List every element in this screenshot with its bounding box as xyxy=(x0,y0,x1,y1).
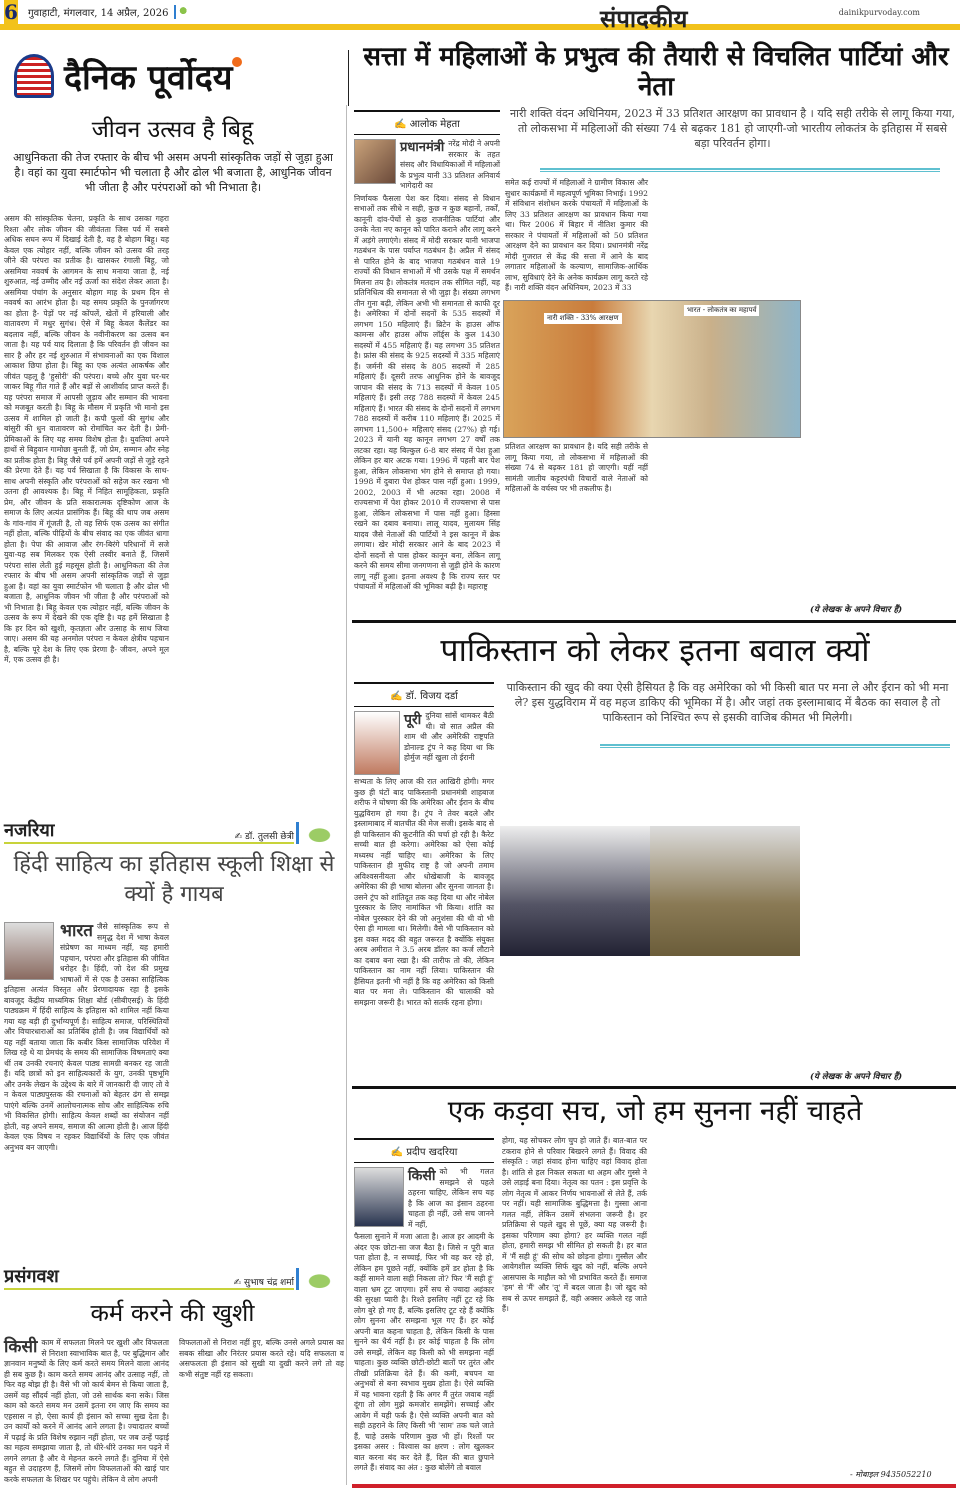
author-name: सुभाष चंद्र शर्मा xyxy=(244,1278,294,1288)
prasangvash-headline: कर्म करने की खुशी xyxy=(90,1299,255,1327)
women-body-col-2-top xyxy=(505,178,648,296)
page-number: 6 xyxy=(4,0,18,24)
lede-word: प्रधानमंत्री xyxy=(400,140,445,155)
pakistan-body-col-2-top xyxy=(502,752,647,822)
pakistan-body-col-4 xyxy=(808,752,956,1066)
najariya-body-col-1 xyxy=(4,922,169,1260)
website: dainikpurvoday.com xyxy=(838,8,920,17)
najariya-bar xyxy=(4,822,294,844)
pakistan-body-col-2-bottom xyxy=(502,960,647,1068)
women-body-col-4 xyxy=(808,178,956,600)
women-col-1 xyxy=(354,110,500,600)
truth-body: फैसला सुनाने में मजा आता है। आज हर आदमी के अंदर एक छोटा-सा जज बैठा है। जिसे न पूरी बात पता होता है, न सच्चाई, फिर भी वह कर रहे हो, लेकिन हम पूछते नहीं, क्योंकि हमें डर होता है कि कहीं सामने वाला सही निकला तो? फिर 'मैं सही हूं' वाला भ्रम टूट जाएगा। हमें सच से ज्यादा अहंकार की सुरक्षा प्यारी है। रिश्ते इसलिए नहीं टूट रहे कि लोग बुरे हो गए हैं, बल्कि इसलिए टूट रहे हैं क्योंकि लोग सुनना और समझना भूल गए हैं। हर कोई अपनी बात कहना चाहता है, लेकिन किसी के पास सुनने का धैर्य नहीं है। हर कोई चाहता है कि लोग उसे समझें, लेकिन वह किसी को भी समझना नहीं चाहता। कुछ व्यक्ति छोटी-छोटी बातों पर तुरंत और तीखी प्रतिक्रिया देते हैं। की कमी, बचपन या अनुभवों से बना स्वभाव मुख्य होता है। ऐसे व्यक्ति में यह भावना रहती है कि अगर मैं तुरंत जवाब नहीं दूंगा तो लोग मुझे कमजोर समझेंगे। सच्चाई और आवेग में यही फर्क है। ऐसे व्यक्ति अपनी बात को सही ठहराने के लिए किसी भी 'साम' तक चले जाते हैं, चाहे उसके परिणाम कुछ भी हों। रिश्तों पर इसका असर : विश्वास का क्षरण : लोग खुलकर बात करना बंद कर देते हैं, दिल की बात छुपाने लगते हैं। संवाद का अंत : कुछ बोलेंगे तो बवाल xyxy=(354,1232,494,1472)
pakistan-body-col-3-bottom xyxy=(655,960,800,1068)
image-caption: भारत - लोकतंत्र का महापर्व xyxy=(684,305,759,316)
women-illustration xyxy=(503,300,801,438)
women-body-col-2-bottom xyxy=(505,442,648,600)
women-body-col-3-bottom xyxy=(656,442,799,600)
pakistan-body-col-3-top xyxy=(655,752,800,822)
divider xyxy=(540,168,940,172)
najariya-body: जैसे सांस्कृतिक रूप से समृद्ध देश में भाषा केवल संप्रेषण का माध्यम नहीं, यह हमारी पहचान, परंपरा और इतिहास की जीवित धरोहर है। हिंदी, जो देश की प्रमुख भाषाओं में से एक है उसका साहित्यिक इतिहास अत्यंत विस्तृत और प्रेरणादायक रहा है इसके बावजूद केंद्रीय माध्यमिक शिक्षा बोर्ड (सीबीएसई) के हिंदी पाठ्यक्रम में हिंदी साहित्य के इतिहास को शामिल नहीं किया गया यह बड़ी ही दुर्भाग्यपूर्ण है। साहित्य समाज, परिस्थितियों और विचारधाराओं का प्रतिबिंब होती है। जब विद्यार्थियों को यह नहीं बताया जाता कि कबीर किस सामाजिक परिवेश में लिख रहे थे या प्रेमचंद के समय की सामाजिक विषमताएं क्या थीं तब उनकी रचनाएं केवल पाठ्य सामग्री बनकर रह जाती हैं। यदि छात्रों को इन साहित्यकारों के युग, उनकी पृष्ठभूमि और उनके लेखन के उद्देश्य के बारे में जानकारी दी जाए तो वे न केवल पाठ्यपुस्तक की रचनाओं को बेहतर ढंग से समझ पाएंगे बल्कि उनमें आलोचनात्मक सोच और साहित्यिक रुचि भी विकसित होगी। साहित्य केवल शब्दों का संयोजन नहीं होती, वह अपने समय, समाज की आत्मा होती है। आज हिंदी केवल एक विषय न रहकर विद्यार्थियों के लिए एक जीवंत अनुभव बन जाएगी। xyxy=(4,922,169,1152)
truth-headline: एक कड़वा सच, जो हम सुनना नहीं चाहते xyxy=(447,1094,863,1127)
author-name: डॉ. विजय दर्डा xyxy=(405,691,458,702)
prasangvash-bar xyxy=(4,1268,294,1290)
divider xyxy=(600,744,950,748)
truth-body-col-2 xyxy=(502,1136,647,1478)
politician-photo xyxy=(500,826,650,956)
prasangvash-body: काम में सफलता मिलने पर खुशी और विफलता से निराशा स्वाभाविक बात है, पर बुद्धिमान और ज्ञानवान मनुष्यों के लिए कर्म करते समय मिलने वाला आनंद ही सब कुछ है। काम करते समय आनंद और उत्साह नहीं, तो फिर वह बोझ ही है। वैसे भी जो कार्य बेमन से किया जाता है, उसमें वह सौंदर्य नहीं होता, जो उसे सार्थक बना सके। जिस काम को करते समय मन उसमें इतना रम जाए कि समय का एहसास न हो, ऐसा कार्य ही इंसान को सच्चा सुख देता है। उन कार्यों को करने में आनंद आने लगता है। ज्यादातर बच्चों में पढ़ाई के प्रति विशेष रुझान नहीं होता, पर जब उन्हें पढ़ाई का महत्व समझाया जाता है, तो धीरे-धीरे उनका मन पढ़ने में लगने लगता है और वे मेहनत करने लगते हैं। दुनिया में ऐसे बहुत से उदाहरण हैं, जिसमें लोग विफलताओं की खाई पार करके सफलता के शिखर पर पहुंचे। लेकिन वे लोग अपनी xyxy=(4,1338,169,1484)
truth-intro: को भी गलत समझने से पहले ठहरना चाहिए, लेकिन सच यह है कि आज का इंसान ठहरना चाहता ही नहीं, उसे सच जानने में नहीं, xyxy=(408,1167,494,1229)
author-photo xyxy=(354,1167,404,1227)
author-photo xyxy=(354,139,396,184)
army-chief-photo xyxy=(650,826,800,956)
women-body-cont: समेत कई राज्यों में महिलाओं ने ग्रामीण विकास और सुधार कार्यक्रमों में महत्वपूर्ण भूमिका निभाई। 1992 में संविधान संशोधन करके पंचायतों में महिलाओं के लिए 33 प्रतिशत आरक्षण का प्रावधान किया गया था। फिर 2006 में बिहार में नीतिश कुमार की सरकार ने पंचायतों में महिलाओं को 50 प्रतिशत आरक्षण देने का प्रावधान कर दिया। प्रधानमंत्री नरेंद्र मोदी गुजरात से केंद्र की सत्ता में आने के बाद लगातार महिलाओं के कल्याण, सामाजिक-आर्थिक लाभ, सुविधाएं देने के अनेक कार्यक्रम लागू करते रहे हैं। नारी शक्ति वंदन अधिनियम, 2023 में 33 xyxy=(505,178,648,292)
truth-body-col-3 xyxy=(655,1136,800,1478)
leaf-icon xyxy=(296,822,340,844)
pakistan-body: सभ्यता के लिए आज की रात आखिरी होगी। मगर कुछ ही घंटों बाद पाकिस्तानी प्रधानमंत्री शाहबाज शरीफ ने घोषणा की कि अमेरिका और ईरान के बीच युद्धविराम हो गया है। ट्रंप ने तेवर बदले और इस्लामाबाद में बातचीत की मेज सजी। इसके बाद से ही पाकिस्तान की कूटनीति की चर्चा हो रही है। कैरेट सच्ची बात ही करेगा। अमेरिका को ऐसा कोई मध्यस्थ नहीं चाहिए था। अमेरिका के लिए पाकिस्तान ही मुफीद राष्ट्र है जो अपनी तमाम अविश्वसनीयता और धोखेबाजी के बावजूद अमेरिका की ही भाषा बोलना और सुनना जानता है। उसने ट्रंप को शांतिदूत तक कह दिया था और नोबेल पुरस्कार के लिए नामांकित भी किया। शांति का नोबेल पुरस्कार देने की जो अनुशंसा की थी वो भी ऐसा ही मामला था। मिलेगी। वैसे भी पाकिस्तान को इस वक्त मदद की बहुत जरूरत है क्योंकि संयुक्त अरब अमीरात ने 3.5 अरब डॉलर का कर्ज लौटाने का दबाव बना रखा है। की तारीफ तो की, लेकिन पाकिस्तान का नाम नहीं लिया। पाकिस्तान की हैसियत इतनी भी नहीं है कि वह अमेरिका को किसी बात पर मना ले। पाकिस्तान की चालाकी को समझना जरूरी है। भारत को सतर्क रहना होगा। xyxy=(354,777,494,1007)
pakistan-byline: ✍ डॉ. विजय दर्डा xyxy=(354,682,494,707)
truth-body-cont: होगा, यह सोचकर लोग चुप हो जाते हैं। बात-बात पर टकराव होने से परिवार बिखरने लगते हैं। विवाद की संस्कृति : जहां संवाद होना चाहिए वहां विवाद होता है। शांति से हल निकल सकता था अहम और गुस्से ने उसे लड़ाई बना दिया। नेतृत्व का पतन : इस प्रवृत्ति के लोग नेतृत्व में आकर निर्णय भावनाओं से लेते हैं, तर्क पर नहीं। यही सामाजिक बुद्धिमत्ता है। गुस्सा आना गलत नहीं, लेकिन उसमें संभलना जरूरी है। हर प्रतिक्रिया से पहले खुद से पूछें, क्या यह जरूरी है। इसका परिणाम क्या होगा? हर व्यक्ति गलत नहीं होता, हमारी समझ भी सीमित हो सकती है। हर बात में 'मैं सही हूं' की सोच को छोड़ना होगा। गुस्सैल और आवेगशील व्यक्ति सिर्फ खुद को नहीं, बल्कि अपने आसपास के माहौल को भी प्रभावित करते हैं। समाज 'हम' से 'मैं' और 'तू' में बदल जाता है। जो खुद को सब से ऊपर समझते हैं, वही अक्सर अकेले रह जाते हैं। xyxy=(502,1136,647,1313)
author-photo xyxy=(4,922,54,980)
lede-word: पूरी xyxy=(404,712,422,728)
prasangvash-body-col-2 xyxy=(179,1338,344,1488)
pakistan-col-1 xyxy=(354,682,494,1068)
author-name: आलोक मेहता xyxy=(409,119,460,130)
women-body-col-3-top xyxy=(656,178,799,296)
pakistan-deck: पाकिस्तान की खुद की क्या ऐसी हैसियत है कि वह अमेरिका को भी किसी बात पर मना ले और ईरान को भी मना ले? इस युद्धविराम में वह महज डाकिए की भूमिका में है। और जहां तक इस्लामाबाद में बैठक का सवाल है तो पाकिस्तान को निश्चित रूप से इसकी वाजिब कीमत भी मिलेगी। xyxy=(506,681,949,724)
bihu-deck: आधुनिकता की तेज रफ्तार के बीच भी असम अपनी सांस्कृतिक जड़ों से जुड़ा हुआ है। वहां का युवा स्मार्टफोन भी चलाता है और ढोल भी बजाता है, आधुनिक जीवन भी जीता है और परंपराओं को भी निभाता है। xyxy=(13,151,333,194)
leaf-icon xyxy=(174,5,188,19)
truth-contact: - मोबाइल 9435052210 xyxy=(850,1470,932,1479)
lede-word: किसी xyxy=(408,1168,436,1184)
najariya-author: ✍ डॉ. तुलसी छेत्री xyxy=(234,832,294,842)
lede-word: किसी xyxy=(4,1337,38,1357)
footer-rule xyxy=(352,1484,956,1488)
leaf-icon xyxy=(296,1268,340,1290)
truth-col-1 xyxy=(354,1138,494,1478)
women-byline: ✍ आलोक मेहता xyxy=(354,110,500,135)
author-photo xyxy=(354,711,400,775)
image-banner: नारी शक्ति - 33% आरक्षण xyxy=(544,313,622,324)
pakistan-body-col-1 xyxy=(354,777,494,1068)
page-header xyxy=(0,0,960,33)
bihu-body-col-2 xyxy=(179,214,344,814)
truth-body-col-4 xyxy=(808,1136,956,1464)
women-body-cont: प्रतिशत आरक्षण का प्रावधान है। यदि सही तरीके से लागू किया गया, तो लोकसभा में महिलाओं की संख्या 74 से बढ़कर 181 हो जाएगी। यहीं नहीं सामंती जातीय कट्टरपंथी विचारों वाले नेताओं को महिलाओं के वर्चस्व पर भी तकलीफ है। xyxy=(505,442,648,493)
women-intro-block xyxy=(354,139,500,192)
pakistan-intro-block xyxy=(354,711,494,775)
prasangvash-label: प्रसंगवश xyxy=(4,1266,59,1287)
section-title: संपादकीय xyxy=(600,5,688,33)
prasangvash-body-col-1 xyxy=(4,1338,169,1488)
women-intro: नरेंद्र मोदी ने अपनी सरकार के तहत संसद और विधायिकाओं में महिलाओं के प्रभुत्व यानी 33 प्रतिशत अनिवार्य भागेदारी का xyxy=(400,139,500,190)
women-deck: नारी शक्ति वंदन अधिनियम, 2023 में 33 प्रतिशत आरक्षण का प्रावधान है । यदि सही तरीके से लागू किया गया, तो लोकसभा में महिलाओं की संख्या 74 से बढ़कर 181 हो जाएगी-जो भारतीय लोकतंत्र के इतिहास में सबसे बड़ा परिवर्तन होगा। xyxy=(510,107,955,150)
truth-intro-block xyxy=(354,1167,494,1230)
najariya-label: नजरिया xyxy=(4,820,55,841)
women-body-text: निर्णायक फैसला पेश कर दिया। संसद से विधान सभाओं तक सीधे न सही, कुछ न कुछ बहानों, तर्कों, कानूनी दांव-पेंचों से कुछ राजनीतिक पार्टियां और उनके नेता नए कानून को पारित कराने और लागू करने में अड़ंगे लगाएंगे। संसद में मोदी सरकार यानी भाजपा गठबंधन के पास पर्याप्त गठबंधन है। अप्रैल में संसद से पारित होने के बाद भाजपा गठबंधन वाले 19 राज्यों की विधान सभाओं में भी उसके पक्ष में समर्थन मिलना तय है। लोकतंत्र मतदान तक सीमित नहीं, यह प्रतिनिधित्व की समानता से भी जुड़ा है। संख्या लगभग तीन गुना बढ़ी, लेकिन अभी भी समानता से काफी दूर है। अमेरिका में दोनों सदनों के 535 सदस्यों में लगभग 150 महिलाएं हैं। ब्रिटेन के हाउस ऑफ कामन्स और हाउस ऑफ लॉर्ड्स के कुल 1430 सदस्यों में 455 महिलाएं हैं। यह लगभग 35 प्रतिशत है। फ्रांस की संसद के 925 सदस्यों में 335 महिलाएं हैं। जर्मनी की संसद के 805 सदस्यों में 285 महिलाएं हैं। दूसरी तरफ आधुनिक होने के बावजूद जापान की संसद के 713 सदस्यों में केवल 105 महिलाएं हैं। इसी तरह 788 सदस्यों में केवल 245 महिलाएं हैं। भारत की संसद के दोनों सदनों में लगभग 788 सदस्यों में करीब 110 महिलाएं हैं। 2025 में लगभग 11,500+ महिलाएं संसद (27%) हो गई। 2023 में यानी यह कानून लगभग 27 वर्षों तक लटका रहा। यह बिल्कुल 6-8 बार संसद में पेश हुआ लेकिन हर बार अटक गया। 1996 में पहली बार पेश हुआ, लेकिन लोकसभा भंग होने से समाप्त हो गया। 1998 में दुबारा पेश होकर पास नहीं हुआ। 1999, 2002, 2003 में भी अटका रहा। 2008 में राज्यसभा में पेश होकर 2010 में राज्यसभा से पास हुआ, लेकिन लोकसभा में पास नहीं हुआ। हिस्सा रखने का दबाव बनाया। लालू यादव, मुलायम सिंह यादव जैसे नेताओं की पार्टियों ने इस कानून में ब्रेक लगाया। खेर मोदी सरकार आने के बाद 2023 में दोनों सदनों से पास होकर कानून बना, लेकिन लागू करने की समय सीमा जनगणना से जुड़ी होने के कारण लागू नहीं हुआ। इतना अवश्य है कि राज्य स्तर पर पंचायतों में महिलाओं की भूमिका बढ़ी है। महाराष्ट्र xyxy=(354,193,500,591)
bihu-body-col-1 xyxy=(4,214,169,814)
author-name: डॉ. तुलसी छेत्री xyxy=(245,832,294,842)
najariya-body-col-2 xyxy=(179,922,344,1260)
sun-icon xyxy=(232,57,242,67)
masthead xyxy=(14,48,344,104)
page-date: गुवाहाटी, मंगलवार, 14 अप्रैल, 2026 xyxy=(28,8,169,19)
pakistan-note: (ये लेखक के अपने विचार हैं) xyxy=(810,1072,903,1082)
bihu-body: असम की सांस्कृतिक चेतना, प्रकृति के साथ उसका गहरा रिश्ता और लोक जीवन की जीवंतता जिस पर्व में सबसे अधिक सघन रूप में दिखाई देती है, वह है बोहाग बिहू। यह केवल एक त्योहार नहीं, बल्कि जीवन को उत्सव की तरह जीने की परंपरा का प्रतीक है। खासकर रंगाली बिहू, जो असमिया नववर्ष के आगमन के साथ मनाया जाता है, नई शुरुआत, नई उम्मीद और नई ऊर्जा का संदेश लेकर आता है। असमिया पंचांग के अनुसार बोहाग माह के प्रथम दिन से नववर्ष का आरंभ होता है। यह समय प्रकृति के पुनर्जागरण का होता है- पेड़ों पर नई कोंपलें, खेतों में हरियाली और वातावरण में मधुर सुगंध। ऐसे में बिहू केवल कैलेंडर का बदलाव नहीं, बल्कि जीवन के नवीनीकरण का उत्सव बन जाता है। यह पर्व याद दिलाता है कि परिवर्तन ही जीवन का सार है और हर नई शुरुआत में संभावनाओं का एक विशाल आकाश छिपा होता है। बिहू का एक अत्यंत आकर्षक और जीवंत पहलू है 'हुसोरी' की परंपरा। बच्चे और युवा घर-घर जाकर बिहू गीत गाते हैं और बड़ों से आशीर्वाद प्राप्त करते हैं। यह परंपरा समाज में आपसी जुड़ाव और सम्मान की भावना को मजबूत करती है। बिहू के मौसम में प्रकृति भी मानो इस उत्सव में शामिल हो जाती है। कपौ फूलों की सुगंध और बांसुरी की धुन वातावरण को रोमांचित कर देती है। प्रेमी-प्रेमिकाओं के लिए यह समय विशेष होता है। युवतियां अपने हाथों से बिहुवान गामोछा बुनती हैं, जो प्रेम, सम्मान और स्नेह का प्रतीक होता है। बिहू जैसे पर्व हमें अपनी जड़ों से जुड़े रहने की प्रेरणा देते हैं। यह पर्व सिखाता है कि विकास के साथ-साथ अपनी संस्कृति और परंपराओं को सहेज कर रखना भी उतना ही आवश्यक है। बिहू में निहित सामूहिकता, प्रकृति प्रेम, और जीवन के प्रति सकारात्मक दृष्टिकोण आज के समाज के लिए अत्यंत प्रासंगिक हैं। बिहू की थाप जब असम के गांव-गांव में गूंजती है, तो वह सिर्फ एक उत्सव का संगीत नहीं होता, बल्कि पीढ़ियों के बीच संवाद का एक जीवंत धागा होता है। पेपा की आवाज और रंग-बिरंगे परिधानों में सजे युवा-यह सब मिलकर एक ऐसी तस्वीर बनाते हैं, जिसमें परंपरा सांस लेती हुई महसूस होती है। आधुनिकता की तेज रफ्तार के बीच भी असम अपनी सांस्कृतिक जड़ों से जुड़ा हुआ है। वहां का युवा स्मार्टफोन भी चलाता है और ढोल भी बजाता है, आधुनिक जीवन भी जीता है और परंपराओं को भी निभाता है। बिहू केवल एक त्योहार नहीं, बल्कि जीवन के उत्सव के रूप में देखने की एक दृष्टि है। यह हमें सिखाता है कि हर दिन को खुशी, कृतज्ञता और उत्साह के साथ जिया जाए। असम की यह अनमोल परंपरा न केवल क्षेत्रीय पहचान है, बल्कि पूरे देश के लिए एक प्रेरणा है- जीवन, अपने मूल में, एक उत्सव ही है। xyxy=(4,214,169,664)
women-body-col-1 xyxy=(354,194,500,601)
najariya-headline: हिंदी साहित्य का इतिहास स्कूली शिक्षा से क्यों है गायब xyxy=(13,852,335,907)
prasangvash-author: ✍ सुभाष चंद्र शर्मा xyxy=(233,1278,294,1288)
bihu-headline: जीवन उत्सव है बिहू xyxy=(91,117,254,143)
women-note: (ये लेखक के अपने विचार हैं) xyxy=(810,605,903,615)
pakistan-intro: दुनिया सांसें थामकर बैठी थी। वो सात अप्रैल की शाम थी और अमेरिकी राष्ट्रपति डोनाल्ड ट्रंप ने कह दिया था कि होर्मुज नहीं खुला तो ईरानी xyxy=(404,711,494,762)
pakistan-headline: पाकिस्तान को लेकर इतना बवाल क्यों xyxy=(440,631,870,669)
logo-icon xyxy=(14,54,54,98)
women-headline: सत्ता में महिलाओं के प्रभुत्व की तैयारी से विचलित पार्टियां और नेता xyxy=(363,42,949,102)
truth-body-col-1 xyxy=(354,1232,494,1478)
truth-byline: ✍ प्रदीप खदरिया xyxy=(354,1138,494,1163)
author-name: प्रदीप खदरिया xyxy=(406,1147,458,1158)
prasangvash-body-cont: विफलताओं से निराश नहीं हुए, बल्कि उनसे अगले प्रयास का सबक सीखा और निरंतर प्रयास करते रहे। यदि सफलता व असफलता ही इंसान को सुखी या दुखी करने लगे तो वह कभी संतुष्ट नहीं रह सकता। xyxy=(179,1338,344,1379)
masthead-name: दैनिक पूर्वोदय xyxy=(64,58,233,98)
lede-word: भारत xyxy=(60,921,93,941)
